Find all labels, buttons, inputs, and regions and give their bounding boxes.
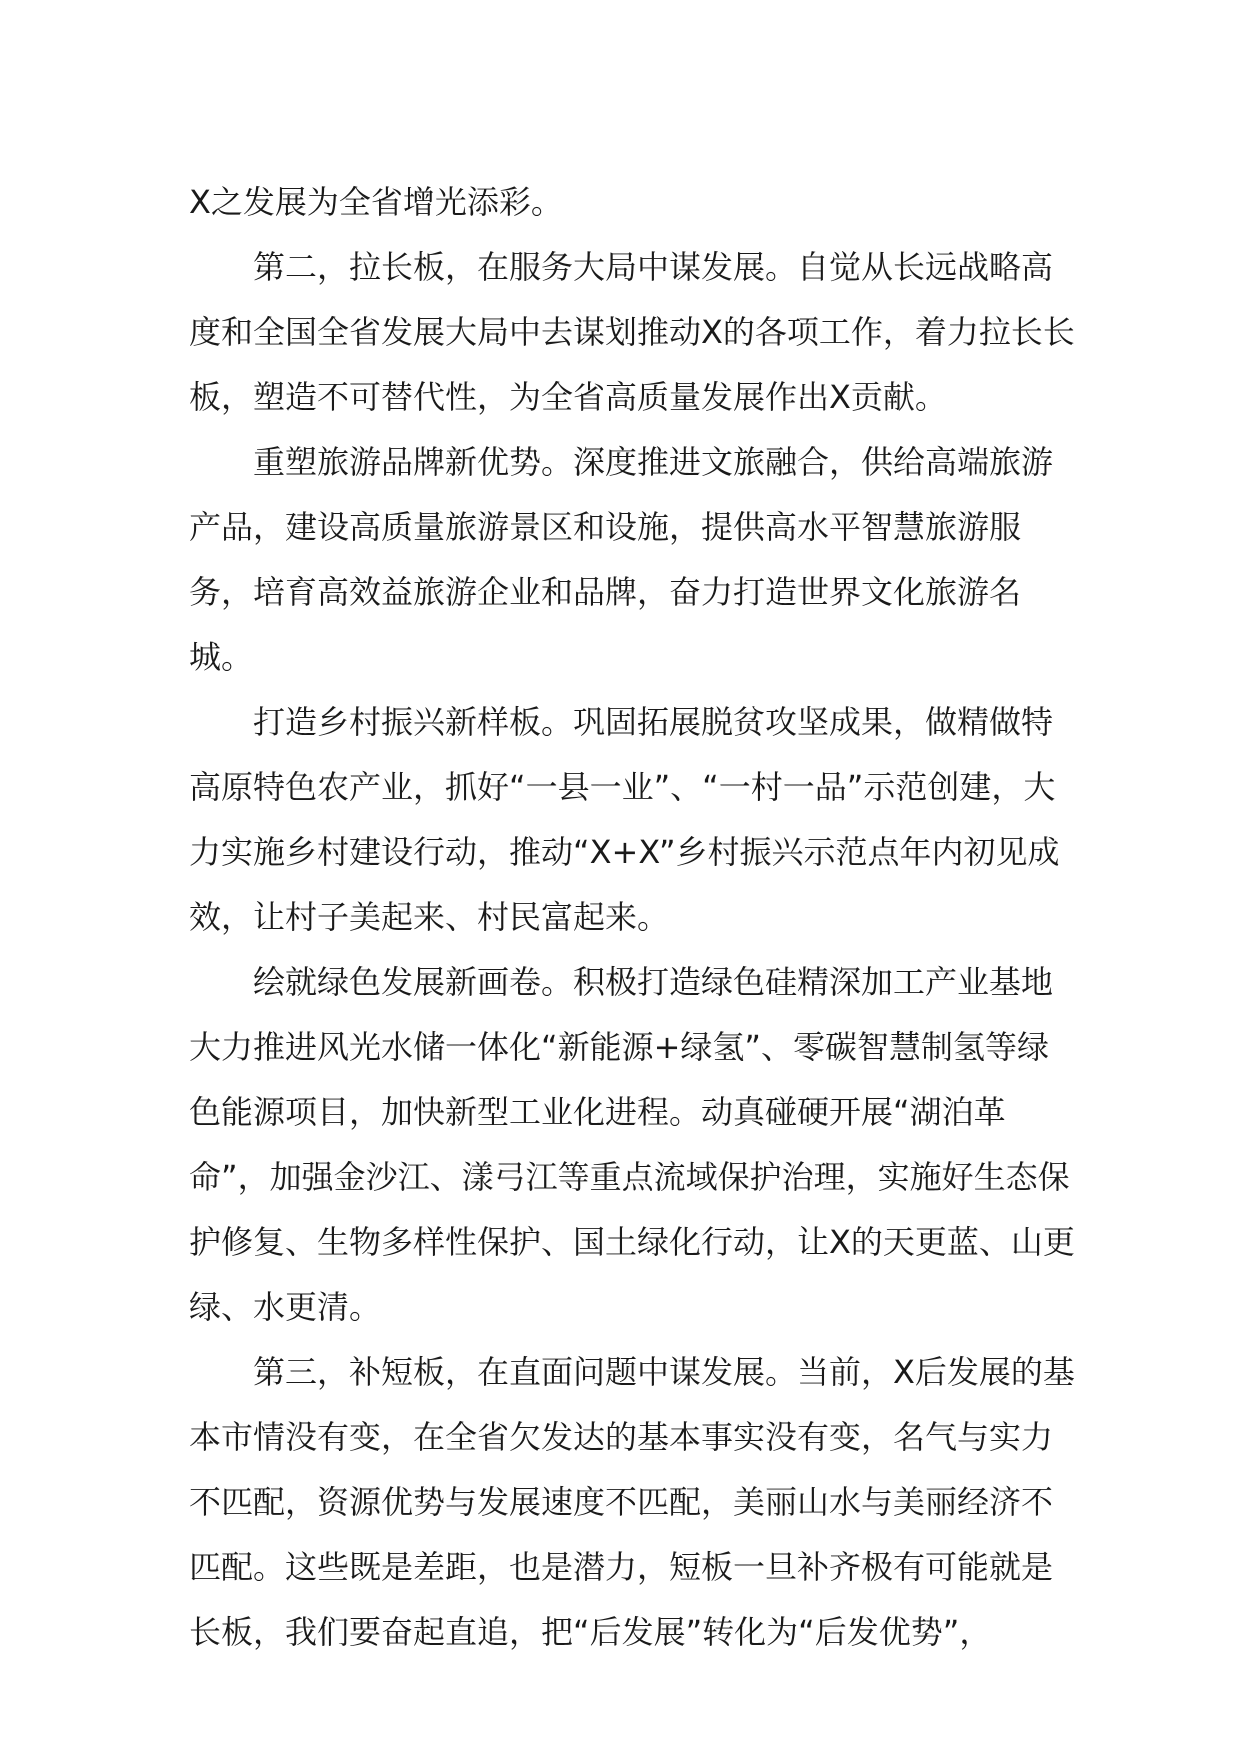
paragraph-green-development: 绘就绿色发展新画卷。积极打造绿色硅精深加工产业基地大力推进风光水储一体化“新能源+绿氢”、零碳智慧制氢等绿色能源项目，加快新型工业化进程。动真碰硬开展“湖泊革命”，加强金沙江、漾弓江等重点流域保护治理，实施好生态保护修复、生物多样性保护、国土绿化行动，让X的天更蓝、山更绿、水更清。 (189, 963, 1075, 1326)
paragraph-rural-revitalization: 打造乡村振兴新样板。巩固拓展脱贫攻坚成果，做精做特高原特色农产业，抓好“一县一业”、“一村一品”示范创建，大力实施乡村建设行动，推动“X+X”乡村振兴示范点年内初见成效，让村子美起来、村民富起来。 (189, 703, 1060, 936)
paragraph-third-short-board: 第三，补短板，在直面问题中谋发展。当前，X后发展的基本市情没有变，在全省欠发达的基本事实没有变，名气与实力不匹配，资源优势与发展速度不匹配，美丽山水与美丽经济不匹配。这些既是差距，也是潜力，短板一旦补齐极有可能就是长板，我们要奋起直追，把“后发展”转化为“后发优势”， (189, 1353, 1075, 1651)
paragraph-second-long-board: 第二，拉长板，在服务大局中谋发展。自觉从长远战略高度和全国全省发展大局中去谋划推动X的各项工作，着力拉长长板，塑造不可替代性，为全省高质量发展作出X贡献。 (189, 248, 1075, 416)
document-body (189, 170, 1079, 1665)
paragraph-tourism-brand: 重塑旅游品牌新优势。深度推进文旅融合，供给高端旅游产品，建设高质量旅游景区和设施，提供高水平智慧旅游服务，培育高效益旅游企业和品牌，奋力打造世界文化旅游名城。 (189, 443, 1054, 676)
paragraph-continued: X之发展为全省增光添彩。 (189, 183, 563, 221)
